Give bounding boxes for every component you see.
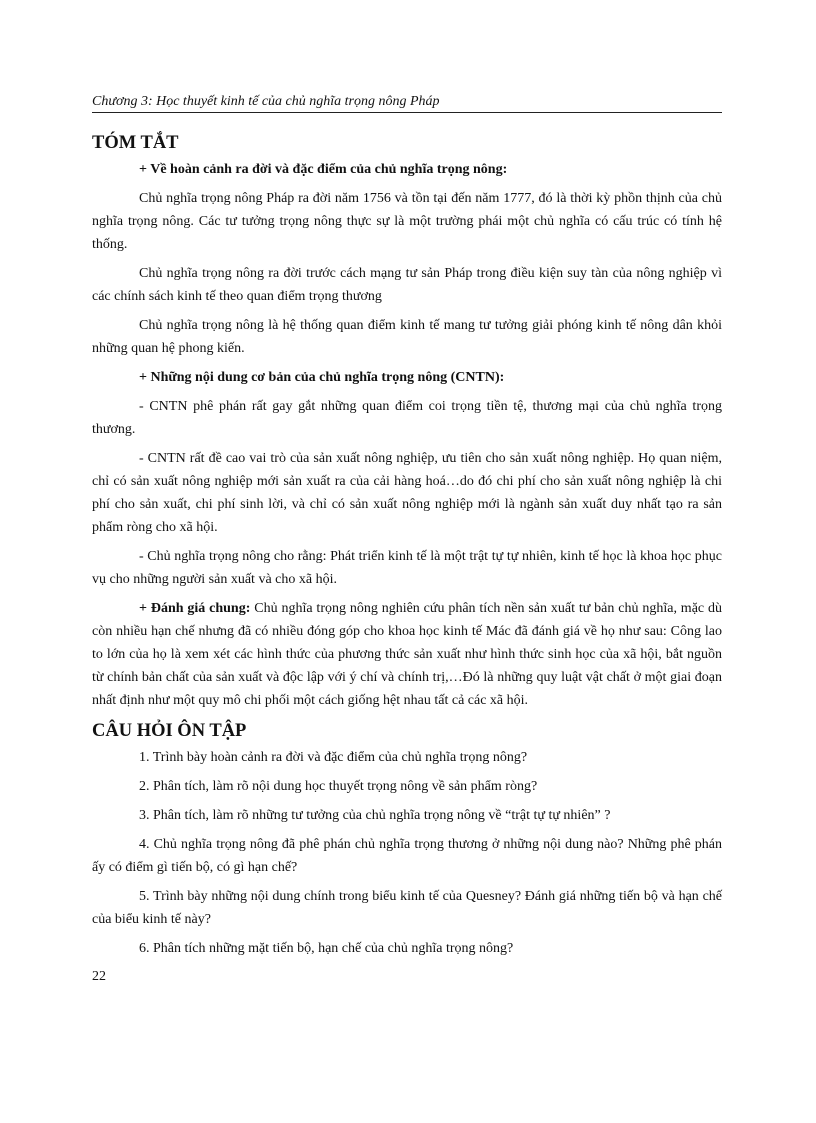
question-item: 5. Trình bày những nội dung chính trong biểu kinh tế của Quesney? Đánh giá những tiến bộ và hạn chế của biểu kinh tế này? [92,889,722,927]
assessment-text: Chủ nghĩa trọng nông nghiên cứu phân tích nền sản xuất tư bản chủ nghĩa, mặc dù còn nhiều hạn chế nhưng đã có nhiều đóng góp cho khoa học kinh tế Mác đã đánh giá về họ như sau: Công lao to lớn của họ là xem xét các hình thức của phương thức sản xuất như hình thức sinh học của xã hội, bắt nguồn từ chính bản chất của sản xuất và độc lập với ý chí và chính trị,…Đó là những quy luật vật chất ở một giai đoạn nhất định như một quy mô chi phối một cách giống hệt nhau tất cả các xã hội. [92,601,722,708]
question-item: 4. Chủ nghĩa trọng nông đã phê phán chủ nghĩa trọng thương ở những nội dung nào? Những phê phán ấy có điểm gì tiến bộ, có gì hạn chế? [92,837,722,875]
question-item: 1. Trình bày hoàn cảnh ra đời và đặc điểm của chủ nghĩa trọng nông? [139,750,528,765]
question-item: 3. Phân tích, làm rõ những tư tưởng của chủ nghĩa trọng nông về “trật tự tự nhiên” ? [139,808,611,823]
running-header-title: Chương 3: Học thuyết kinh tế của chủ nghĩa trọng nông Pháp [92,94,440,109]
page-number: 22 [92,969,106,984]
paragraph: Chủ nghĩa trọng nông ra đời trước cách mạng tư sản Pháp trong điều kiện suy tàn của nông nghiệp vì các chính sách kinh tế theo quan điểm trọng thương [92,266,722,304]
review-title: CÂU HỎI ÔN TẬP [92,721,247,741]
paragraph: - CNTN rất đề cao vai trò của sản xuất nông nghiệp, ưu tiên cho sản xuất nông nghiệp. Họ quan niệm, chỉ có sản xuất nông nghiệp mới sản xuất ra của cải hàng hoá…do đó chi phí cho sản xuất nông nghiệp là chi phí cho sản xuất, chi phí sinh lời, và chỉ có sản xuất nông nghiệp mới là ngành sản xuất duy nhất tạo ra sản phẩm ròng cho xã hội. [92,451,722,535]
question-list [92,746,722,960]
section-heading-origins: + Về hoàn cảnh ra đời và đặc điểm của chủ nghĩa trọng nông: [139,162,508,177]
running-header [92,93,722,113]
assessment-paragraph [92,597,722,712]
paragraph: Chủ nghĩa trọng nông Pháp ra đời năm 1756 và tồn tại đến năm 1777, đó là thời kỳ phồn thịnh của chủ nghĩa trọng nông. Các tư tưởng trọng nông thực sự là một trường phái một chủ nghĩa có cấu trúc có tính hệ thống. [92,191,722,252]
summary-title: TÓM TẮT [92,133,179,153]
question-item: 6. Phân tích những mặt tiến bộ, hạn chế của chủ nghĩa trọng nông? [139,941,514,956]
question-item: 2. Phân tích, làm rõ nội dung học thuyết trọng nông về sản phẩm ròng? [139,779,538,794]
paragraph: Chủ nghĩa trọng nông là hệ thống quan điểm kinh tế mang tư tưởng giải phóng kinh tế nông dân khỏi những quan hệ phong kiến. [92,318,722,356]
paragraph: - CNTN phê phán rất gay gắt những quan điểm coi trọng tiền tệ, thương mại của chủ nghĩa trọng thương. [92,399,722,437]
page-content [92,130,722,966]
section-heading-contents: + Những nội dung cơ bản của chủ nghĩa trọng nông (CNTN): [139,370,505,385]
assessment-label: + Đánh giá chung: [139,601,251,616]
paragraph: - Chủ nghĩa trọng nông cho rằng: Phát triển kinh tế là một trật tự tự nhiên, kinh tế học là khoa học phục vụ cho những người sản xuất và cho xã hội. [92,549,722,587]
